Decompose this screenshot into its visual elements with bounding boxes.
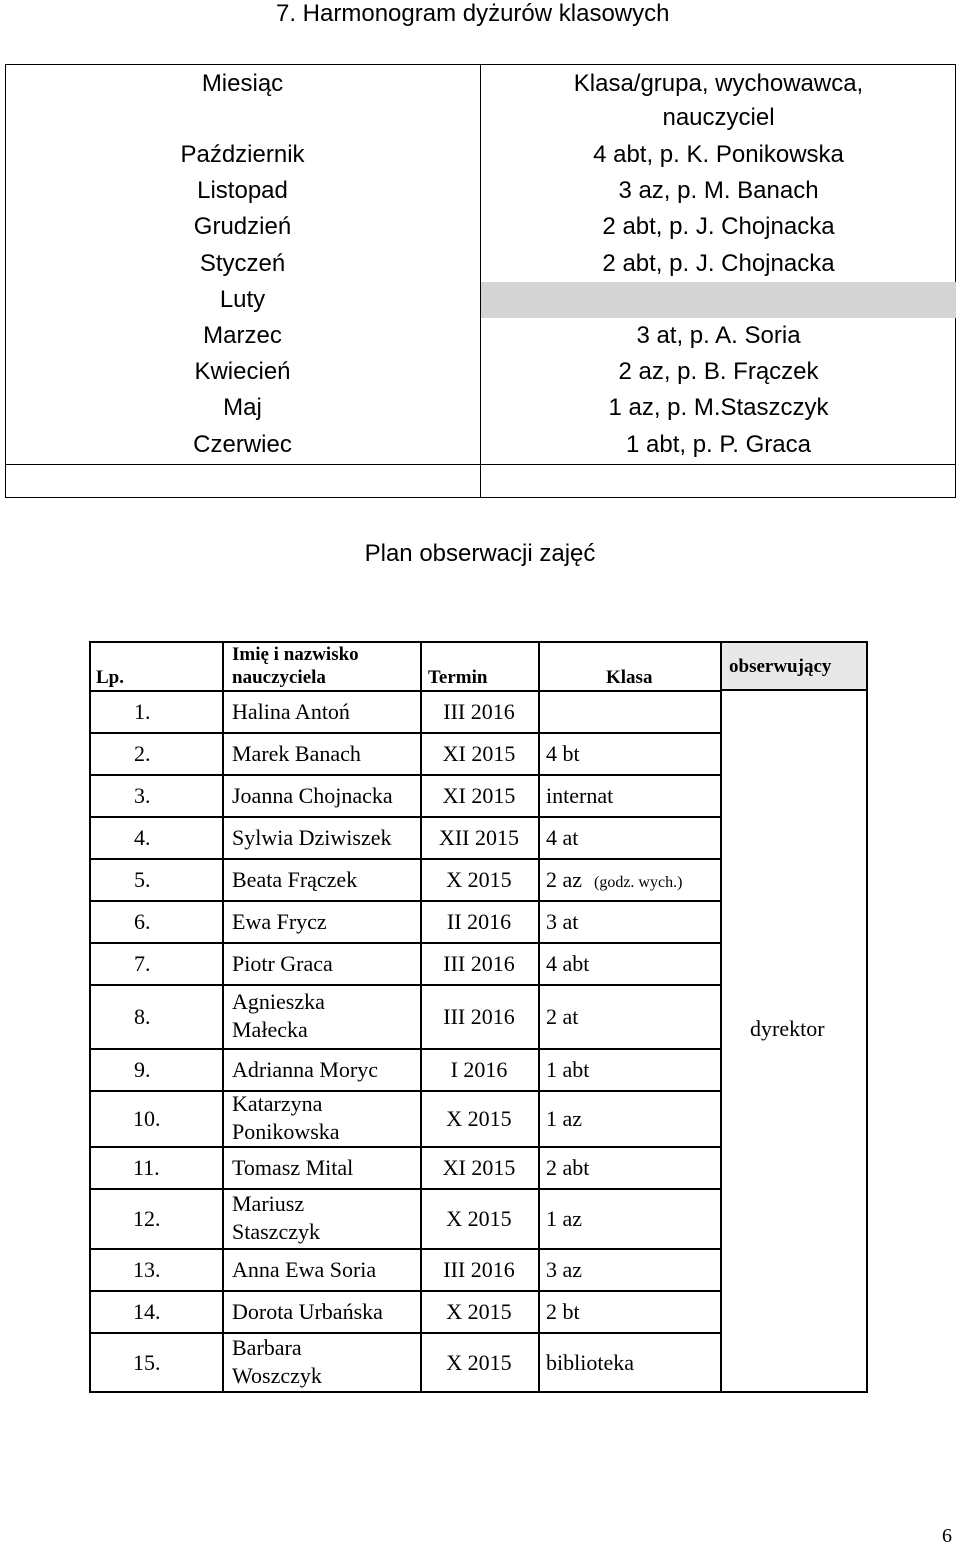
header-term: Termin [428, 667, 488, 688]
header-class-line1: Klasa/grupa, wychowawca, [573, 70, 864, 97]
table-row-line [89, 984, 722, 986]
row-class: 2 at [546, 1004, 579, 1029]
row-lp: 11. [133, 1155, 160, 1180]
table-row-line [720, 689, 868, 691]
duty-month: Maj [223, 394, 262, 421]
table-row-line [89, 858, 722, 860]
page-number: 6 [942, 1525, 952, 1547]
table-row-line [89, 1146, 722, 1148]
row-lp: 12. [133, 1206, 161, 1231]
row-lp: 2. [134, 741, 151, 766]
table-row-line [89, 774, 722, 776]
section-heading: 7. Harmonogram dyżurów klasowych [276, 0, 670, 27]
table-row-line [89, 942, 722, 944]
row-name: Dorota Urbańska [232, 1299, 383, 1324]
row-lp: 13. [133, 1257, 161, 1282]
row-class: 3 at [546, 909, 579, 934]
duty-class: 4 abt, p. K. Ponikowska [593, 141, 844, 168]
duty-class: 2 az, p. B. Frączek [618, 358, 819, 385]
table-row-line [89, 816, 722, 818]
table-row-line [89, 900, 722, 902]
row-class: 1 abt [546, 1057, 590, 1082]
duty-class: 2 abt, p. J. Chojnacka [602, 250, 835, 277]
row-lp: 3. [134, 783, 151, 808]
row-name-line1: Katarzyna [232, 1091, 323, 1116]
row-name-line2: Woszczyk [232, 1362, 322, 1388]
table-row-line [89, 732, 722, 734]
row-class: 1 az [546, 1206, 583, 1231]
duty-month: Październik [180, 141, 305, 168]
row-class: 2 az [546, 867, 583, 892]
row-class: 4 at [546, 825, 579, 850]
row-class: 2 abt [546, 1155, 590, 1180]
row-lp: 6. [134, 909, 151, 934]
row-term: XII 2015 [438, 825, 520, 850]
row-name: Anna Ewa Soria [232, 1257, 377, 1282]
row-class: internat [546, 783, 614, 808]
observer-value: dyrektor [750, 1016, 825, 1041]
table-row-line [89, 1290, 722, 1292]
row-name-line2: Staszczyk [232, 1219, 320, 1244]
header-month: Miesiąc [201, 70, 284, 97]
header-observer: obserwujący [729, 656, 832, 677]
table-column-line [89, 641, 91, 1393]
row-lp: 4. [134, 825, 151, 850]
row-lp: 15. [133, 1349, 161, 1375]
row-term: III 2016 [443, 1004, 515, 1029]
observation-heading: Plan obserwacji zajęć [364, 540, 596, 567]
row-lp: 5. [134, 867, 151, 892]
table-row-line [89, 1248, 722, 1250]
header-name-line2: nauczyciela [232, 667, 326, 688]
table-column-line [222, 641, 224, 1393]
duty-month: Kwiecień [194, 358, 291, 385]
row-class: 1 az [546, 1106, 583, 1131]
row-name: Adrianna Moryc [232, 1057, 379, 1082]
row-name-line1: Mariusz [232, 1191, 305, 1216]
header-name-line1: Imię i nazwisko [232, 644, 359, 665]
duty-class: 3 at, p. A. Soria [636, 322, 801, 349]
row-name: Piotr Graca [232, 951, 333, 976]
row-term: X 2015 [446, 1349, 512, 1375]
header-lp: Lp. [96, 667, 124, 688]
row-name: Marek Banach [232, 741, 361, 766]
row-name: Sylwia Dziwiszek [232, 825, 392, 850]
row-name: Beata Frączek [232, 867, 358, 892]
row-term: I 2016 [450, 1057, 508, 1082]
row-term: X 2015 [446, 1299, 512, 1324]
row-lp: 7. [134, 951, 151, 976]
row-lp: 10. [133, 1106, 161, 1131]
row-lp: 1. [134, 699, 151, 724]
row-term: XI 2015 [442, 783, 516, 808]
row-class: 4 abt [546, 951, 590, 976]
row-term: XI 2015 [442, 1155, 516, 1180]
table-row-line [89, 1188, 722, 1190]
row-lp: 8. [134, 1004, 151, 1029]
empty-gray-cell [481, 282, 956, 318]
row-term: III 2016 [443, 1257, 515, 1282]
header-class-line2: nauczyciel [662, 104, 775, 131]
row-name: Halina Antoń [232, 699, 350, 724]
row-name: Ewa Frycz [232, 909, 327, 934]
row-lp: 14. [133, 1299, 161, 1324]
row-name-line2: Ponikowska [232, 1119, 340, 1144]
duty-class: 2 abt, p. J. Chojnacka [602, 213, 835, 240]
table-row-line [89, 690, 722, 692]
row-term: III 2016 [443, 699, 515, 724]
duty-class: 3 az, p. M. Banach [618, 177, 819, 204]
row-name: Joanna Chojnacka [232, 783, 393, 808]
row-class: 2 bt [546, 1299, 580, 1324]
duty-month: Marzec [203, 322, 282, 349]
duty-month: Grudzień [193, 213, 292, 240]
row-class: biblioteka [546, 1349, 634, 1375]
table-column-line [866, 641, 868, 1393]
table-row-line [89, 1391, 868, 1393]
table-row-line [89, 1090, 722, 1092]
row-term: II 2016 [446, 909, 512, 934]
table-row-line [89, 1332, 722, 1334]
row-name-line1: Agnieszka [232, 989, 325, 1014]
header-class: Klasa [606, 667, 653, 688]
table-column-line [538, 641, 540, 1393]
row-term: III 2016 [443, 951, 515, 976]
row-class: 4 bt [546, 741, 580, 766]
duty-class: 1 abt, p. P. Graca [625, 431, 811, 458]
row-name-line1: Barbara [232, 1334, 302, 1360]
duty-month: Listopad [197, 177, 288, 204]
table-row-line [89, 1048, 722, 1050]
duty-month: Czerwiec [193, 431, 292, 458]
row-class-note: (godz. wych.) [594, 874, 683, 891]
row-class: 3 az [546, 1257, 583, 1282]
duty-month: Styczeń [199, 250, 286, 277]
duty-month: Luty [219, 286, 266, 313]
duty-class: 1 az, p. M.Staszczyk [608, 394, 829, 421]
row-term: X 2015 [446, 1206, 512, 1231]
table-column-line [720, 641, 722, 1393]
row-lp: 9. [134, 1057, 151, 1082]
table-row-line [89, 641, 868, 643]
row-term: X 2015 [446, 867, 512, 892]
duty-table-bottom-row-line [5, 464, 956, 465]
row-term: X 2015 [446, 1106, 512, 1131]
row-name-line2: Małecka [232, 1017, 308, 1042]
row-term: XI 2015 [442, 741, 516, 766]
row-name: Tomasz Mital [232, 1155, 354, 1180]
